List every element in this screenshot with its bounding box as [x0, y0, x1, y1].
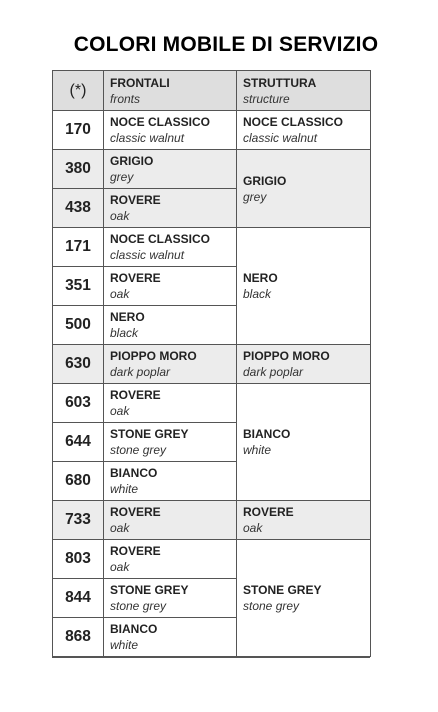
front-name-en: white	[110, 638, 139, 652]
page-title: COLORI MOBILE DI SERVIZIO	[73, 33, 379, 56]
table-row	[53, 111, 371, 150]
row-code: 630	[53, 345, 104, 384]
front-name-en: oak	[110, 521, 130, 535]
row-code: 170	[53, 111, 104, 150]
structure-header	[237, 71, 371, 111]
table-row	[53, 384, 371, 423]
front-name: NOCE CLASSICO	[110, 115, 211, 129]
row-front	[104, 462, 237, 501]
table-row	[53, 150, 371, 189]
row-front	[104, 579, 237, 618]
row-front	[104, 423, 237, 462]
front-name-en: stone grey	[110, 599, 167, 613]
code-header: (*)	[53, 71, 104, 111]
front-name-en: classic walnut	[110, 248, 185, 262]
front-name-en: classic walnut	[110, 131, 185, 145]
front-name: ROVERE	[110, 505, 161, 519]
table-row	[53, 501, 371, 540]
structure-name-en: white	[243, 443, 272, 457]
front-name: ROVERE	[110, 271, 161, 285]
row-code: 844	[53, 579, 104, 618]
row-front	[104, 150, 237, 189]
front-name: NOCE CLASSICO	[110, 232, 211, 246]
front-name-en: stone grey	[110, 443, 167, 457]
front-name: NERO	[110, 310, 145, 324]
row-structure	[237, 228, 371, 345]
front-name: STONE GREY	[110, 583, 189, 597]
row-code: 380	[53, 150, 104, 189]
row-structure	[237, 540, 371, 657]
front-name: ROVERE	[110, 388, 161, 402]
row-front	[104, 189, 237, 228]
row-code: 733	[53, 501, 104, 540]
color-table	[52, 70, 371, 657]
front-name: ROVERE	[110, 544, 161, 558]
row-code: 438	[53, 189, 104, 228]
row-front	[104, 540, 237, 579]
front-name-en: oak	[110, 404, 130, 418]
row-front	[104, 618, 237, 657]
row-structure	[237, 384, 371, 501]
row-front	[104, 345, 237, 384]
front-name-en: oak	[110, 560, 130, 574]
fronts-header-it: FRONTALI	[110, 75, 170, 90]
structure-name-en: oak	[243, 521, 263, 535]
front-name: BIANCO	[110, 622, 158, 636]
row-code: 603	[53, 384, 104, 423]
row-front	[104, 384, 237, 423]
structure-name: ROVERE	[243, 505, 294, 519]
front-name-en: oak	[110, 209, 130, 223]
row-code: 644	[53, 423, 104, 462]
front-name-en: dark poplar	[110, 365, 171, 379]
front-name-en: white	[110, 482, 139, 496]
structure-name: PIOPPO MORO	[243, 349, 330, 363]
row-code: 171	[53, 228, 104, 267]
structure-name-en: black	[243, 287, 272, 301]
table-header-row	[53, 71, 371, 111]
row-front	[104, 228, 237, 267]
structure-name: BIANCO	[243, 427, 291, 441]
row-structure	[237, 150, 371, 228]
row-structure	[237, 111, 371, 150]
row-code: 680	[53, 462, 104, 501]
structure-header-en: structure	[243, 91, 290, 106]
structure-name: NOCE CLASSICO	[243, 115, 344, 129]
front-name-en: grey	[110, 170, 134, 184]
row-code: 351	[53, 267, 104, 306]
fronts-header-en: fronts	[110, 91, 141, 106]
front-name: GRIGIO	[110, 154, 154, 168]
table-bottom-rule	[52, 657, 370, 658]
row-front	[104, 306, 237, 345]
structure-name-en: grey	[243, 189, 267, 204]
front-name: STONE GREY	[110, 427, 189, 441]
row-code: 500	[53, 306, 104, 345]
fronts-header	[104, 71, 237, 111]
structure-header-it: STRUTTURA	[243, 75, 317, 90]
row-front	[104, 111, 237, 150]
row-code: 868	[53, 618, 104, 657]
row-front	[104, 501, 237, 540]
row-code: 803	[53, 540, 104, 579]
table-row	[53, 540, 371, 579]
structure-name-en: classic walnut	[243, 131, 318, 145]
front-name: ROVERE	[110, 193, 161, 207]
row-structure	[237, 501, 371, 540]
structure-name: NERO	[243, 271, 278, 285]
row-structure	[237, 345, 371, 384]
table-row	[53, 228, 371, 267]
front-name: BIANCO	[110, 466, 158, 480]
structure-name-en: stone grey	[243, 599, 300, 613]
row-front	[104, 267, 237, 306]
front-name-en: black	[110, 326, 139, 340]
structure-name: GRIGIO	[243, 173, 287, 188]
table-row	[53, 345, 371, 384]
structure-name: STONE GREY	[243, 583, 322, 597]
front-name-en: oak	[110, 287, 130, 301]
front-name: PIOPPO MORO	[110, 349, 197, 363]
structure-name-en: dark poplar	[243, 365, 304, 379]
